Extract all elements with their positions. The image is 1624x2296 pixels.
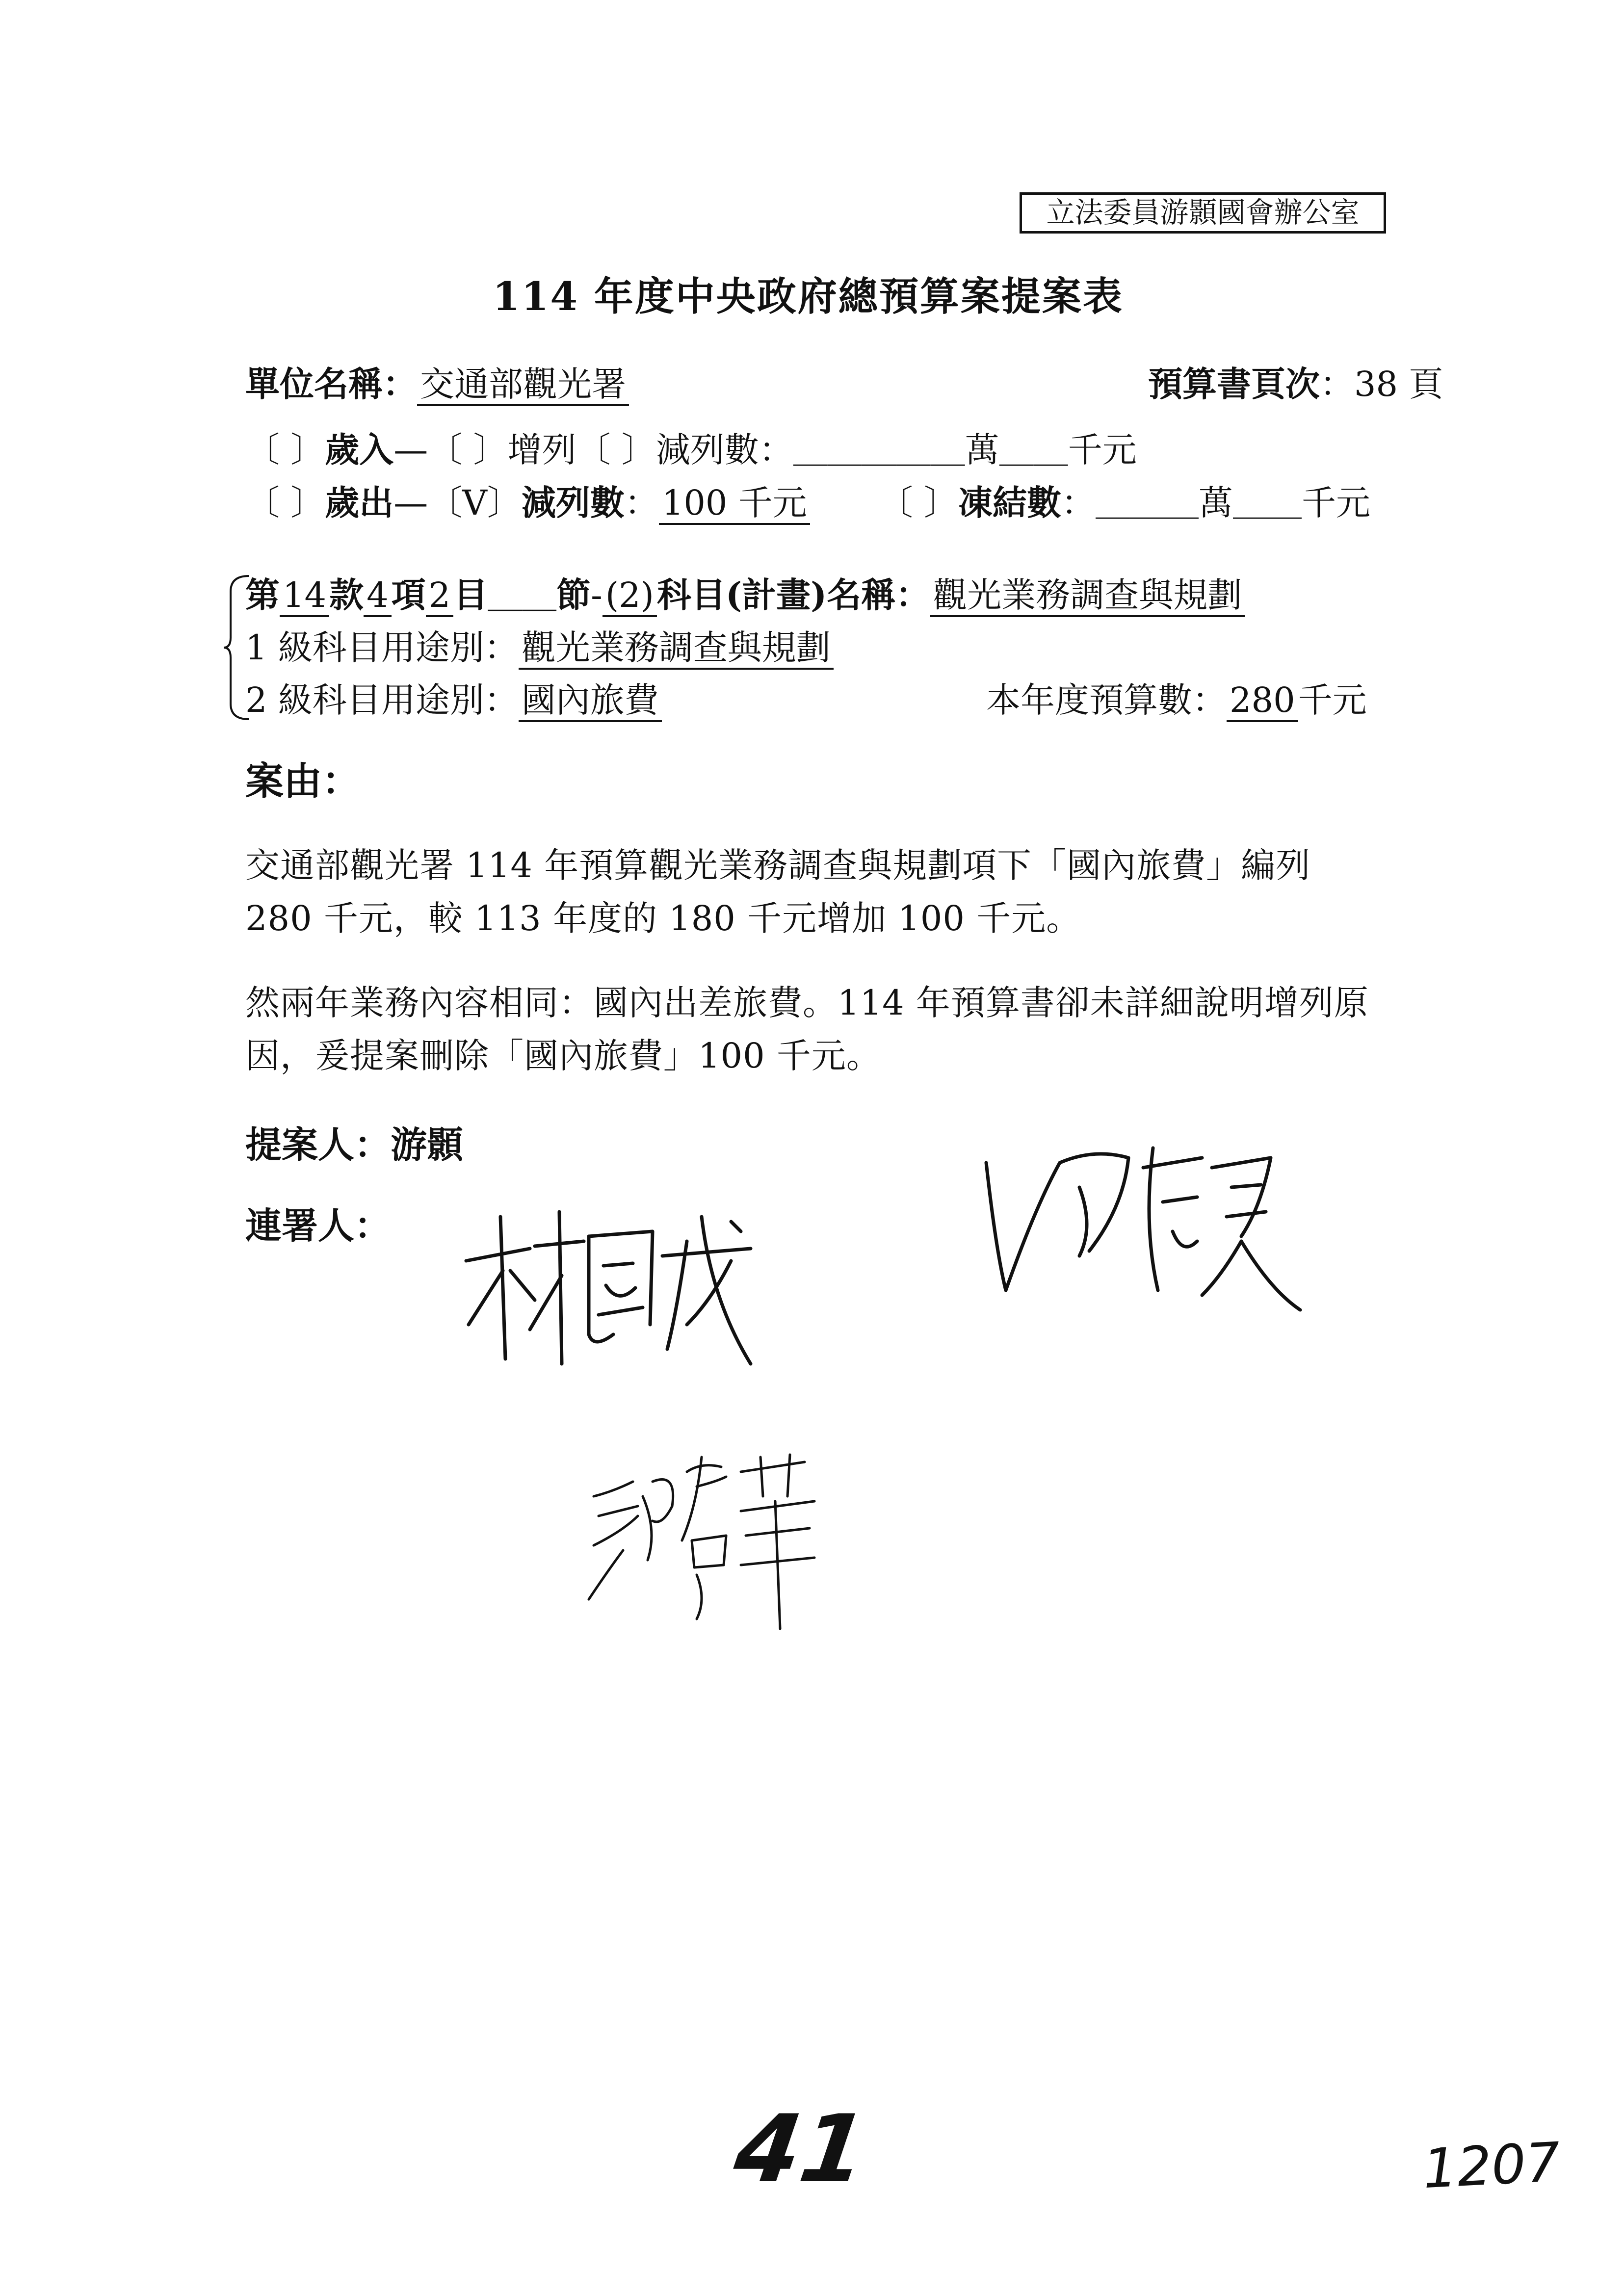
freeze-checkbox: 〔 〕	[878, 483, 958, 523]
unit-row	[245, 362, 629, 406]
revenue-blank-2: ＿＿	[999, 430, 1068, 470]
revenue-label: 歲入	[325, 429, 394, 470]
expenditure-decrease-colon: ：	[624, 483, 659, 523]
proposer-label: 提案人：	[245, 1124, 391, 1166]
proposer-row	[245, 1116, 463, 1168]
item-dash: -	[591, 575, 602, 615]
freeze-label: 凍結數	[958, 482, 1061, 523]
unit-value: 交通部觀光署	[417, 364, 629, 406]
item-level1-row	[245, 626, 834, 670]
unit-label: 單位名稱：	[245, 364, 417, 404]
reason-paragraph-2: 然兩年業務內容相同：國內出差旅費。114 年預算書卻未詳細說明增列原因，爰提案刪除「國內旅費」100 千元。	[245, 983, 1369, 1076]
revenue-increase: 〔 〕增列	[428, 430, 576, 470]
budget-page-value: ：38 頁	[1320, 364, 1443, 404]
cosigner-row	[245, 1197, 391, 1249]
document-title: 114 年度中央政府總預算案提案表	[493, 273, 1124, 319]
budget-amount-unit: 千元	[1298, 680, 1367, 720]
item-subject-row	[245, 573, 1245, 617]
item-jie-number: ＿＿	[488, 575, 557, 615]
expenditure-decrease-value: 100 千元	[659, 483, 810, 525]
item-xiang: 項	[391, 574, 426, 615]
revenue-unit: 千元	[1068, 430, 1137, 470]
handwritten-code: 1207	[1421, 2130, 1562, 2201]
budget-page-row	[1148, 362, 1443, 406]
revenue-decrease: 〔 〕減列數：	[576, 430, 793, 470]
page-number: 41	[728, 2095, 873, 2203]
freeze-blank-1: ＿＿＿	[1095, 483, 1199, 523]
item-level2-value: 國內旅費	[519, 680, 662, 722]
item-mu-number: 2	[426, 575, 454, 617]
item-subject-name: 觀光業務調查與規劃	[930, 575, 1245, 617]
current-year-budget	[986, 678, 1367, 722]
expenditure-decrease-mark: 〔V〕	[428, 483, 522, 523]
handwritten-signature	[456, 1202, 760, 1379]
item-kuan: 款	[329, 574, 364, 615]
item-subject-label: 科目(計畫)名稱：	[656, 574, 930, 615]
item-kuan-number: 14	[280, 575, 329, 617]
item-level1-value: 觀光業務調查與規劃	[519, 627, 834, 670]
expenditure-label: 歲出	[325, 482, 394, 523]
revenue-dash: —	[393, 430, 428, 470]
handwritten-signature	[579, 1452, 834, 1634]
item-level1-label: 1 級科目用途別：	[245, 627, 519, 668]
handwritten-signature	[967, 1128, 1320, 1339]
expenditure-decrease-label: 減列數	[521, 482, 625, 523]
freeze-colon: ：	[1061, 483, 1096, 523]
revenue-checkbox: 〔 〕	[245, 430, 325, 470]
revenue-wan: 萬	[965, 430, 999, 470]
item-xiang-number: 4	[364, 575, 392, 617]
item-level2-row	[245, 678, 662, 722]
freeze-blank-2: ＿＿	[1232, 483, 1302, 523]
budget-amount-value: 280	[1227, 680, 1298, 722]
freeze-unit: 千元	[1301, 483, 1370, 523]
item-jie: 節	[556, 574, 591, 615]
budget-amount-label: 本年度預算數：	[986, 680, 1227, 720]
item-subject-number: (2)	[602, 575, 657, 617]
cosigner-label: 連署人：	[245, 1205, 391, 1247]
expenditure-checkbox: 〔 〕	[245, 483, 325, 523]
office-stamp: 立法委員游顥國會辦公室	[1020, 192, 1386, 234]
item-level2-label: 2 級科目用途別：	[245, 680, 519, 720]
item-mu: 目	[453, 574, 488, 615]
reason-heading: 案由：	[245, 759, 361, 804]
budget-page-label: 預算書頁次	[1148, 364, 1320, 404]
expenditure-dash: —	[393, 483, 428, 523]
reason-paragraph-1: 交通部觀光署 114 年預算觀光業務調查與規劃項下「國內旅費」編列 280 千元，較 113 年度的 180 千元增加 100 千元。	[245, 845, 1311, 939]
revenue-row	[245, 428, 1137, 472]
expenditure-row	[245, 481, 1370, 525]
revenue-blank-1: ＿＿＿＿＿	[793, 430, 965, 470]
proposer-name: 游顥	[391, 1124, 463, 1166]
freeze-wan: 萬	[1198, 483, 1233, 523]
item-di: 第	[245, 574, 280, 615]
